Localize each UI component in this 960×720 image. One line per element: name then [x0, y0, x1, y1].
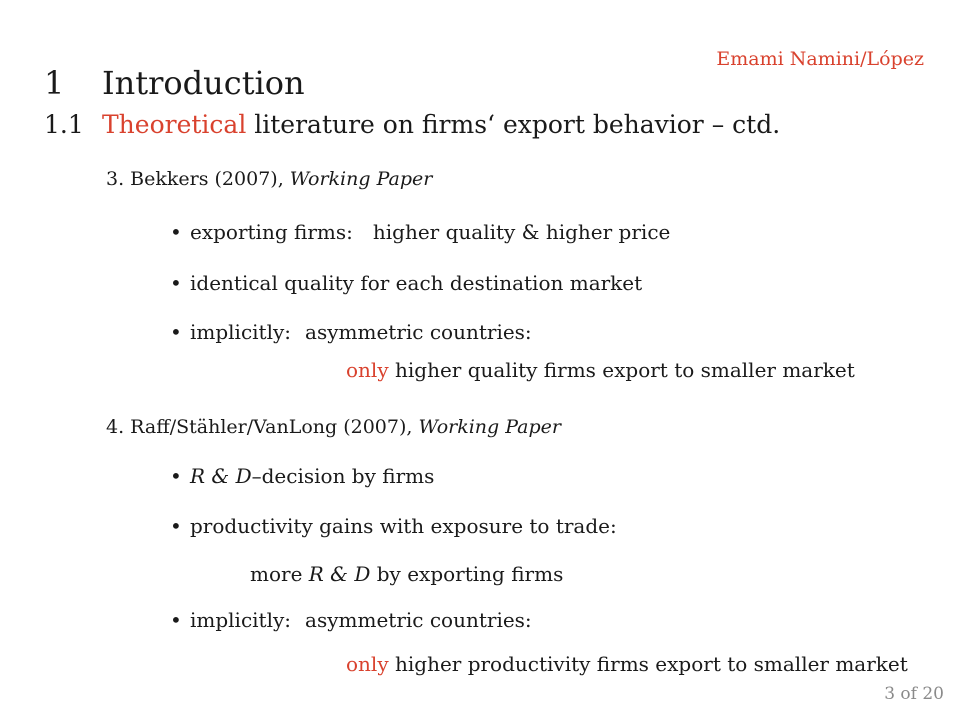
bullet-dot: • — [170, 271, 182, 295]
bullet-value: asymmetric countries: — [305, 320, 532, 344]
section-number: 1 — [44, 64, 65, 102]
bullet-dot: • — [170, 220, 182, 244]
conclusion-highlight: only — [346, 358, 389, 382]
bullet-exporting-firms — [170, 220, 670, 244]
bullet-identical-quality — [170, 271, 642, 295]
bullet-implicitly-4 — [170, 608, 532, 632]
reference-3-type: Working Paper — [289, 168, 433, 190]
subsection-highlight: Theoretical — [102, 110, 247, 139]
reference-4-text: 4. Raff/Stähler/VanLong (2007), — [106, 416, 419, 438]
reference-4-type: Working Paper — [418, 416, 561, 438]
bullet-value: higher quality & higher price — [372, 220, 671, 244]
bullet-text: productivity gains with exposure to trade: — [190, 514, 617, 538]
reference-4 — [106, 416, 561, 438]
page-number: 3 of 20 — [884, 684, 944, 704]
conclusion-line-4 — [346, 652, 908, 676]
bullet-text: –decision by firms — [251, 464, 435, 488]
bullet-dot: • — [170, 320, 182, 344]
conclusion-text: higher productivity firms export to smaller market — [388, 652, 908, 676]
subsection-title: literature on firms‘ export behavior – ctd. — [246, 110, 781, 139]
rd-line-suffix: by exporting firms — [370, 562, 564, 586]
bullet-label: exporting firms: — [190, 220, 353, 244]
conclusion-highlight: only — [346, 652, 389, 676]
rd-line-italic: R & D — [308, 562, 371, 586]
section-title: Introduction — [102, 64, 305, 102]
subsection-number: 1.1 — [44, 110, 84, 139]
section-heading — [44, 64, 305, 102]
bullet-dot: • — [170, 608, 182, 632]
rd-line — [250, 562, 563, 586]
bullet-text: identical quality for each destination market — [190, 271, 643, 295]
bullet-implicitly-3 — [170, 320, 532, 344]
subsection-heading — [44, 110, 780, 139]
bullet-value: asymmetric countries: — [305, 608, 532, 632]
conclusion-line-3 — [346, 358, 855, 382]
bullet-rd-decision — [170, 464, 434, 488]
bullet-label: implicitly: — [190, 320, 292, 344]
bullet-dot: • — [170, 514, 182, 538]
bullet-label: implicitly: — [190, 608, 292, 632]
bullet-dot: • — [170, 464, 182, 488]
rd-line-prefix: more — [250, 562, 309, 586]
slide-authors: Emami Namini/López — [716, 48, 924, 70]
bullet-productivity-gains — [170, 514, 617, 538]
bullet-italic: R & D — [190, 464, 252, 488]
reference-3 — [106, 168, 432, 190]
conclusion-text: higher quality firms export to smaller market — [388, 358, 855, 382]
reference-3-text: 3. Bekkers (2007), — [106, 168, 290, 190]
